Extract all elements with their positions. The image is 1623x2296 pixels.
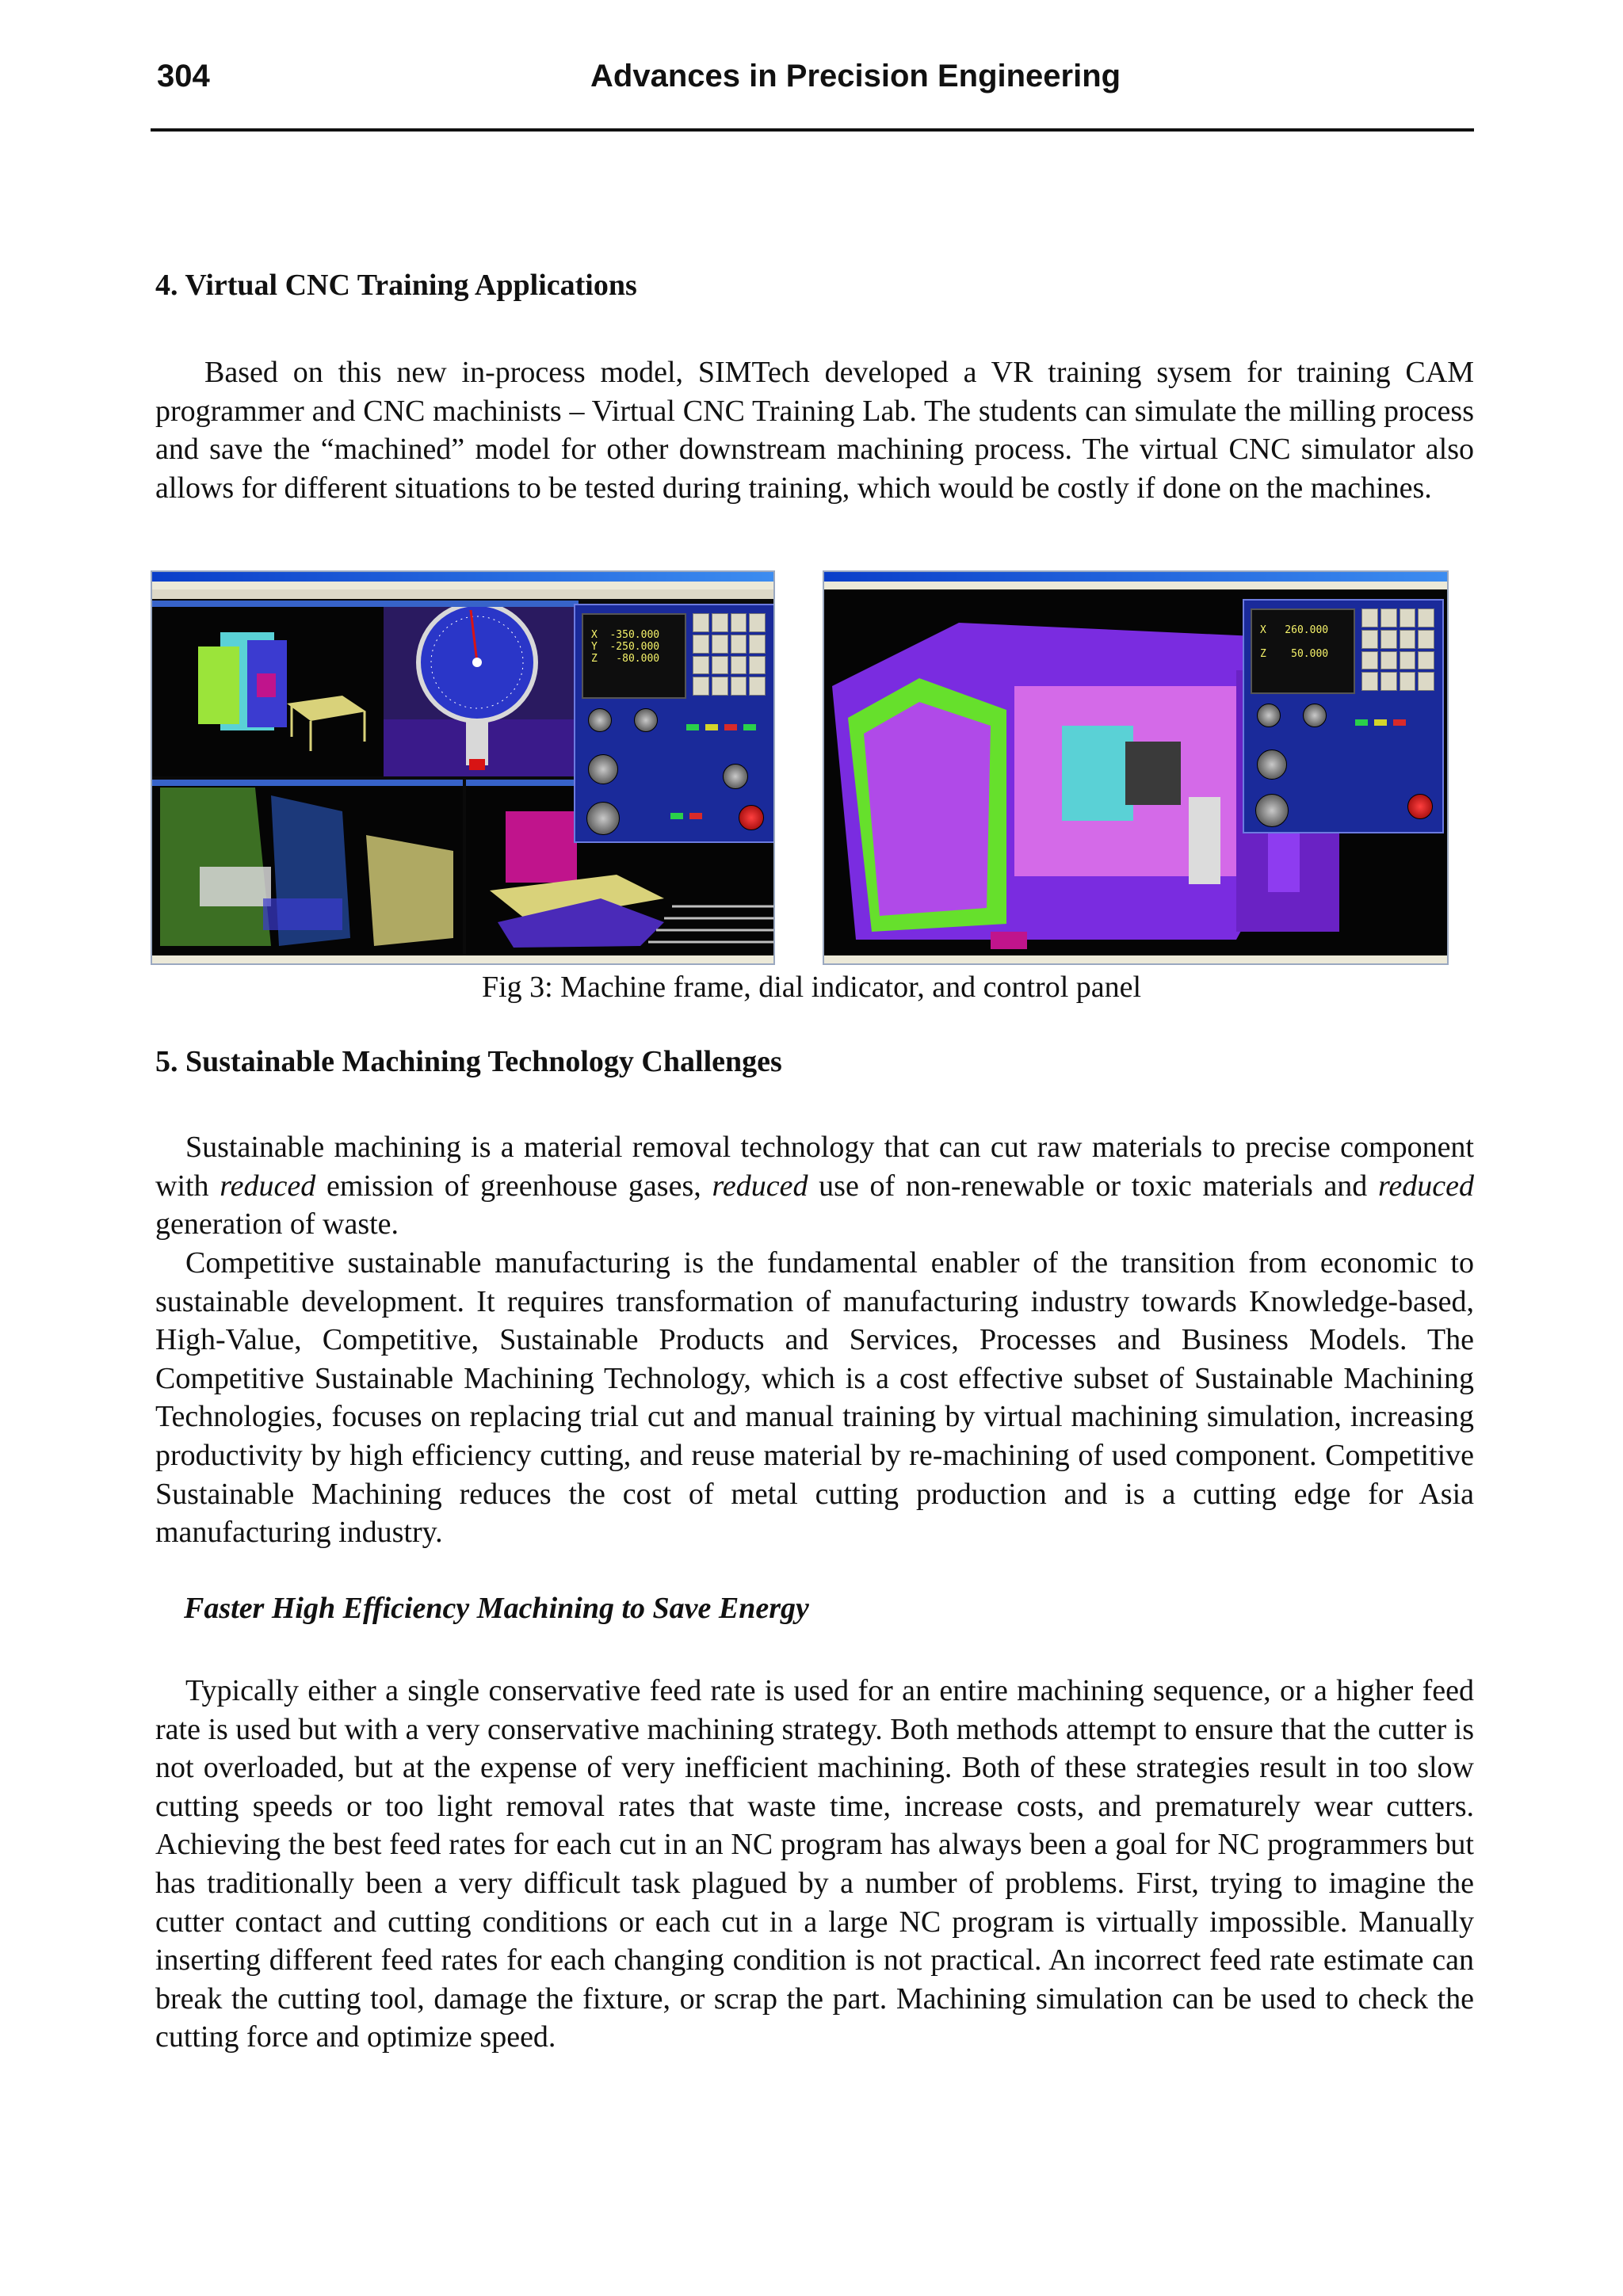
window-menubar: [152, 582, 773, 589]
emergency-stop-button: [1407, 794, 1433, 819]
section-5-heading: 5. Sustainable Machining Technology Challenges: [155, 1045, 782, 1078]
p1-text-g: generation of waste.: [155, 1207, 399, 1241]
window-statusbar: [824, 955, 1447, 963]
dial-indicator-drawing: [384, 601, 579, 776]
lathe-control-panel: [1243, 599, 1444, 833]
section-5-paragraph-2: Competitive sustainable manufacturing is the fundamental enabler of the transition from economic to sustainable development. It requires transformation of manufacturing industry towards Knowledge-based, High-Value, Competitive, Sustainable Products and Services, Processes and Business Models. The Competitive Sustainable Machining Technology, which is a cost effective subset of Sustainable Machining Technologies, focuses on replacing trial cut and manual training by virtual machining simulation, increasing productivity by high efficiency cutting, and reuse material by re-machining of used component. Competitive Sustainable Machining reduces the cost of metal cutting production and is a cutting edge for Asia manufacturing industry.: [155, 1246, 1474, 1550]
spindle-override-knob: [634, 708, 658, 732]
coolant-button: [670, 813, 683, 819]
reset-button: [724, 724, 737, 730]
p1-emphasis-1: reduced: [220, 1169, 316, 1203]
cycle-start-button: [1355, 719, 1368, 726]
section-5-paragraph-1: [155, 1128, 1474, 1244]
p1-text-a: Sustainable machining is a material removal technology that can cut raw materials to precise component with: [155, 1131, 1474, 1203]
lathe-position-readout-screen: [1251, 608, 1355, 694]
control-panel: [574, 604, 775, 843]
feed-override-knob: [588, 708, 612, 732]
rapid-override-knob: [723, 764, 748, 789]
section-4-heading: 4. Virtual CNC Training Applications: [155, 269, 637, 302]
header-rule: [151, 128, 1474, 132]
subsection-paragraph: Typically either a single conservative feed rate is used for an entire machining sequence, or a higher feed rate is used but with a very conservative machining strategy. Both methods attempt to ensure that the cutter is not overloaded, but at the expense of very inefficient machining. Both of these strategies result in too slow cutting speeds or too light removal rates that waste time, increase costs, and prematurely wear cutters. Achieving the best feed rates for each cut in an NC program has always been a goal for NC programmers but has traditionally been a very difficult task plagued by a number of problems. First, trying to imagine the cutter contact and cutting conditions or each cut in a large NC program is virtually impossible. Manually inserting different feed rates for each changing condition is not practical. An incorrect feed rate estimate can break the cutting tool, damage the fixture, or scrap the part. Machining simulation can be used to check the cutting force and optimize speed.: [155, 1674, 1474, 2054]
handwheel-knob: [1257, 749, 1287, 780]
page-header: [151, 57, 1474, 128]
window-statusbar: [152, 955, 773, 963]
subsection-heading: Faster High Efficiency Machining to Save Energy: [184, 1592, 809, 1625]
jog-wheel: [1255, 794, 1289, 827]
handwheel-knob: [588, 754, 618, 784]
position-readout: X -350.000 Y -250.000 Z -80.000: [591, 629, 660, 665]
lathe-control-keypad: [1361, 608, 1434, 691]
machine-frame-view: [152, 601, 384, 776]
feed-hold-button: [705, 724, 718, 730]
position-readout-screen: [582, 613, 686, 699]
machine-perspective-view: [152, 780, 463, 955]
emergency-stop-button: [739, 805, 764, 830]
mode-button: [743, 724, 756, 730]
window-menubar: [824, 582, 1447, 589]
p1-emphasis-2: reduced: [712, 1169, 808, 1203]
running-title: Advances in Precision Engineering: [590, 59, 1121, 93]
jog-wheel: [586, 802, 620, 835]
lathe-position-readout: X 260.000 Z 50.000: [1260, 624, 1329, 660]
machine-perspective-drawing: [152, 780, 463, 955]
spindle-override-knob: [1303, 704, 1327, 727]
window-titlebar: [824, 572, 1447, 582]
figure-milling-screenshot: [151, 570, 775, 965]
p1-text-e: use of non-renewable or toxic materials and: [808, 1169, 1379, 1203]
p1-emphasis-3: reduced: [1378, 1169, 1475, 1203]
window-titlebar: [152, 572, 773, 582]
machine-frame-drawing: [152, 601, 384, 776]
feed-hold-button: [1374, 719, 1387, 726]
control-keypad: [693, 613, 766, 696]
window-toolbar: [152, 589, 773, 599]
cycle-start-button: [686, 724, 699, 730]
page-number: 304: [157, 59, 210, 93]
p1-text-c: emission of greenhouse gases,: [315, 1169, 712, 1203]
dial-indicator-view: [384, 601, 579, 776]
reset-button: [1393, 719, 1406, 726]
figure-lathe-screenshot: [823, 570, 1449, 965]
figure-caption: Fig 3: Machine frame, dial indicator, and control panel: [481, 971, 1142, 1004]
section-4-paragraph: Based on this new in-process model, SIMTech developed a VR training sysem for training CAM programmer and CNC machinists – Virtual CNC Training Lab. The students can simulate the milling process and save the “machined” model for other downstream machining process. The virtual CNC simulator also allows for different situations to be tested during training, which would be costly if done on the machines.: [155, 356, 1474, 505]
spindle-stop-button: [689, 813, 702, 819]
feed-override-knob: [1257, 704, 1281, 727]
